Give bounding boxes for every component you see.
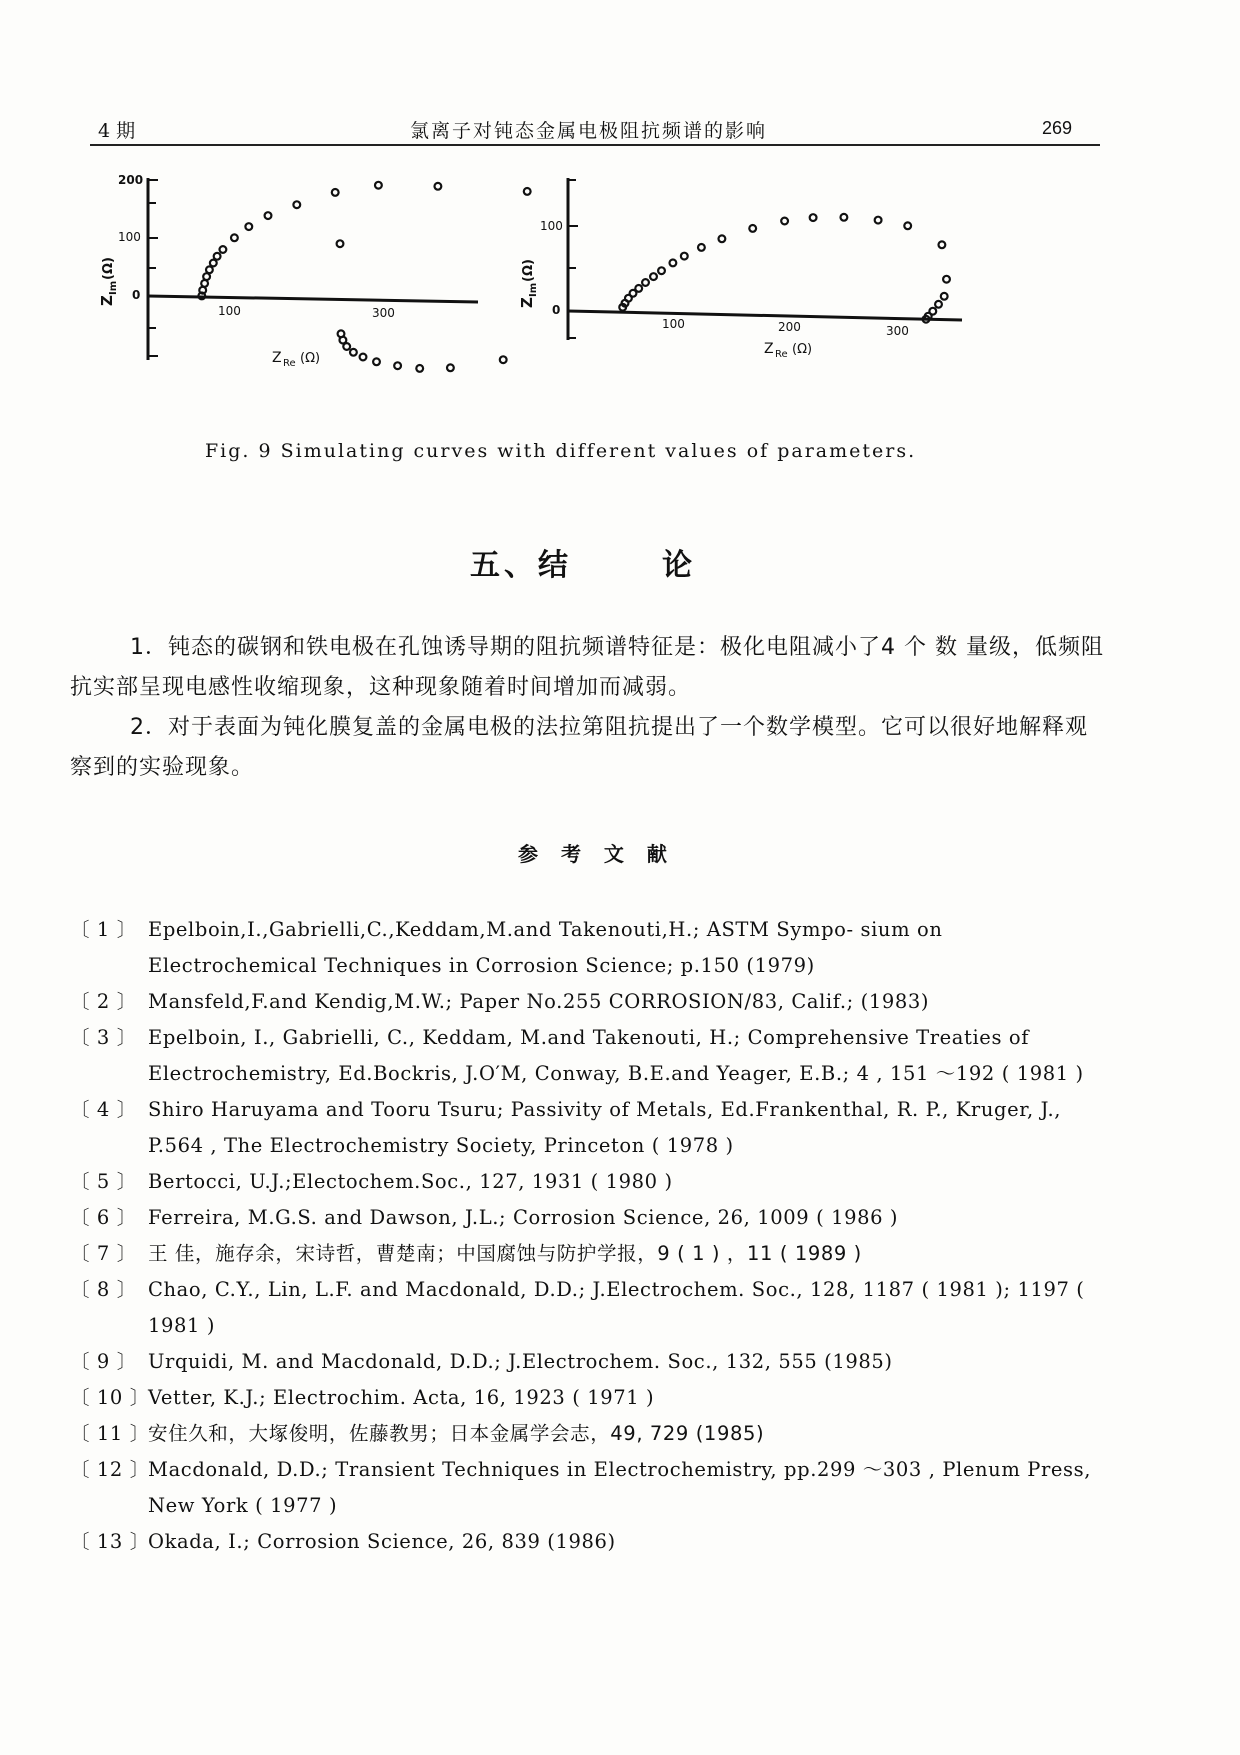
left-data-point <box>293 201 300 208</box>
svg-text:Im: Im <box>108 280 119 295</box>
reference-number: 〔 9 〕 <box>70 1350 137 1373</box>
left-data-point <box>416 365 423 372</box>
left-data-point <box>206 266 213 273</box>
reference-text: Shiro Haruyama and Tooru Tsuru; Passivity of Metals, Ed.Frankenthal, R. P., Kruger, J., P.564 , The Electrochemistry Society, Princeton ( 1978 ) <box>148 1098 1062 1157</box>
left-data-point <box>394 362 401 369</box>
reference-number: 〔 10 〕 <box>70 1386 150 1409</box>
left-data-point <box>337 240 344 247</box>
left-data-point <box>500 356 507 363</box>
left-x-label <box>272 350 320 369</box>
right-data-point <box>941 293 948 300</box>
reference-item <box>70 1524 1110 1560</box>
left-data-point <box>524 188 531 195</box>
left-y-label <box>98 257 119 306</box>
reference-text: 王 佳，施存余，宋诗哲，曹楚南；中国腐蚀与防护学报，9 ( 1 ) ，11 ( 1989 ) <box>148 1242 862 1265</box>
right-data-point <box>650 273 657 280</box>
figure-caption: Fig. 9 Simulating curves with different values of parameters. <box>205 440 917 462</box>
left-data-point <box>245 223 252 230</box>
right-data-point <box>943 276 950 283</box>
reference-number: 〔 13 〕 <box>70 1530 150 1553</box>
section-heading <box>470 540 696 584</box>
reference-number: 〔 1 〕 <box>70 918 137 941</box>
svg-text:Re: Re <box>775 349 788 360</box>
reference-text: Mansfeld,F.and Kendig,M.W.; Paper No.255 CORROSION/83, Calif.; (1983) <box>148 990 930 1013</box>
right-data-point <box>681 253 688 260</box>
reference-text: Epelboin,I.,Gabrielli,C.,Keddam,M.and Takenouti,H.; ASTM Sympo- sium on Electrochemical Techniques in Corrosion Science; p.150 (1979) <box>148 918 943 977</box>
right-data-point <box>635 285 642 292</box>
references-heading: 参 考 文 献 <box>518 842 675 866</box>
right-y-tick-100: 100 <box>540 219 563 233</box>
reference-text: Chao, C.Y., Lin, L.F. and Macdonald, D.D.; J.Electrochem. Soc., 128, 1187 ( 1981 ); 1197 ( 1981 ) <box>148 1278 1085 1337</box>
reference-number: 〔 8 〕 <box>70 1278 137 1301</box>
right-data-point <box>642 279 649 286</box>
right-x-label <box>764 341 812 360</box>
reference-text: Ferreira, M.G.S. and Dawson, J.L.; Corrosion Science, 26, 1009 ( 1986 ) <box>148 1206 899 1229</box>
right-x-tick-100: 100 <box>662 317 685 331</box>
svg-text:(Ω): (Ω) <box>300 351 321 366</box>
figure-9 <box>98 173 1100 478</box>
svg-text:Z: Z <box>518 297 536 308</box>
reference-number: 〔 6 〕 <box>70 1206 137 1229</box>
left-data-point <box>373 358 380 365</box>
reference-item <box>70 1236 1110 1272</box>
section-heading-part-a: 五、结 <box>470 548 572 583</box>
reference-item <box>70 912 1110 984</box>
left-data-point <box>350 349 357 356</box>
right-data-point <box>875 217 882 224</box>
reference-number: 〔 3 〕 <box>70 1026 137 1049</box>
right-data-point <box>935 301 942 308</box>
right-y-tick-0: 0 <box>552 303 561 317</box>
left-data-point <box>214 253 221 260</box>
reference-text: 安住久和，大塚俊明，佐藤教男；日本金属学会志，49, 729 (1985) <box>148 1422 765 1445</box>
left-data-point <box>360 354 367 361</box>
right-data-point <box>670 260 677 267</box>
reference-item <box>70 1380 1110 1416</box>
reference-number: 〔 11 〕 <box>70 1422 150 1445</box>
reference-number: 〔 2 〕 <box>70 990 137 1013</box>
reference-number: 〔 5 〕 <box>70 1170 137 1193</box>
left-data-point <box>220 246 227 253</box>
running-header <box>90 112 1100 146</box>
reference-item <box>70 1164 1110 1200</box>
reference-item <box>70 1092 1110 1164</box>
left-data-point <box>332 189 339 196</box>
svg-text:Z: Z <box>98 295 116 306</box>
right-data-point <box>719 235 726 242</box>
right-x-tick-300: 300 <box>886 324 909 338</box>
article-title: 氯离子对钝态金属电极阻抗频谱的影响 <box>410 120 768 142</box>
left-data-point <box>447 364 454 371</box>
right-data-point <box>939 241 946 248</box>
conclusion-paragraph-2: 2．对于表面为钝化膜复盖的金属电极的法拉第阻抗提出了一个数学模型。它可以很好地解释观察到的实验现象。 <box>70 715 1089 780</box>
section-heading-part-b: 论 <box>662 548 696 583</box>
reference-number: 〔 4 〕 <box>70 1098 137 1121</box>
svg-text:Z: Z <box>764 341 774 357</box>
left-x-tick-100: 100 <box>218 304 241 318</box>
reference-item <box>70 1020 1110 1092</box>
reference-item <box>70 1416 1110 1452</box>
page-number: 269 <box>1041 118 1072 138</box>
right-data-points <box>619 214 950 323</box>
reference-item <box>70 1344 1110 1380</box>
right-data-point <box>749 225 756 232</box>
left-plot <box>98 173 531 372</box>
left-data-points <box>198 182 530 372</box>
right-x-axis <box>568 311 962 320</box>
svg-text:(Ω): (Ω) <box>792 342 813 357</box>
figure-9-plots <box>98 173 1100 438</box>
reference-item <box>70 1272 1110 1344</box>
left-data-point <box>435 183 442 190</box>
right-data-point <box>781 218 788 225</box>
svg-text:Re: Re <box>283 358 296 369</box>
reference-text: Urquidi, M. and Macdonald, D.D.; J.Electrochem. Soc., 132, 555 (1985) <box>148 1350 893 1373</box>
reference-number: 〔 12 〕 <box>70 1458 150 1481</box>
right-data-point <box>810 214 817 221</box>
reference-item <box>70 984 1110 1020</box>
reference-text: Okada, I.; Corrosion Science, 26, 839 (1986) <box>148 1530 616 1553</box>
right-data-point <box>841 214 848 221</box>
left-y-tick-100: 100 <box>118 230 141 244</box>
reference-item <box>70 1452 1110 1524</box>
reference-text: Bertocci, U.J.;Electochem.Soc., 127, 1931 ( 1980 ) <box>148 1170 673 1193</box>
right-plot <box>518 178 962 360</box>
reference-text: Vetter, K.J.; Electrochim. Acta, 16, 1923 ( 1971 ) <box>148 1386 655 1409</box>
svg-text:(Ω): (Ω) <box>521 259 536 282</box>
issue-number: 4 期 <box>98 120 136 142</box>
right-data-point <box>698 244 705 251</box>
left-y-tick-200: 200 <box>118 173 144 187</box>
left-data-point <box>343 343 350 350</box>
right-x-tick-200: 200 <box>778 320 801 334</box>
conclusion-paragraph-1: 1．钝态的碳钢和铁电极在孔蚀诱导期的阻抗频谱特征是：极化电阻减小了4 个 数 量级，低频阻抗实部呈现电感性收缩现象，这种现象随着时间增加而减弱。 <box>70 635 1104 700</box>
left-y-tick-0: 0 <box>132 288 141 302</box>
reference-text: Epelboin, I., Gabrielli, C., Keddam, M.and Takenouti, H.; Comprehensive Treaties of Electrochemistry, Ed.Bockris, J.O′M, Conway, B.E.and Yeager, E.B.; 4 , 151 ～192 ( 1981 ) <box>148 1026 1084 1085</box>
svg-text:(Ω): (Ω) <box>101 257 116 280</box>
left-data-point <box>210 260 217 267</box>
right-data-point <box>904 222 911 229</box>
svg-text:Im: Im <box>528 282 539 297</box>
right-y-label <box>518 259 539 308</box>
reference-item <box>70 1200 1110 1236</box>
reference-text: Macdonald, D.D.; Transient Techniques in Electrochemistry, pp.299 ～303 , Plenum Press, New York ( 1977 ) <box>148 1458 1092 1517</box>
left-x-tick-300: 300 <box>372 306 395 320</box>
reference-list <box>70 912 1110 1560</box>
left-data-point <box>231 234 238 241</box>
left-data-point <box>265 212 272 219</box>
svg-text:Z: Z <box>272 350 282 366</box>
left-data-point <box>375 182 382 189</box>
reference-number: 〔 7 〕 <box>70 1242 137 1265</box>
right-data-point <box>658 267 665 274</box>
